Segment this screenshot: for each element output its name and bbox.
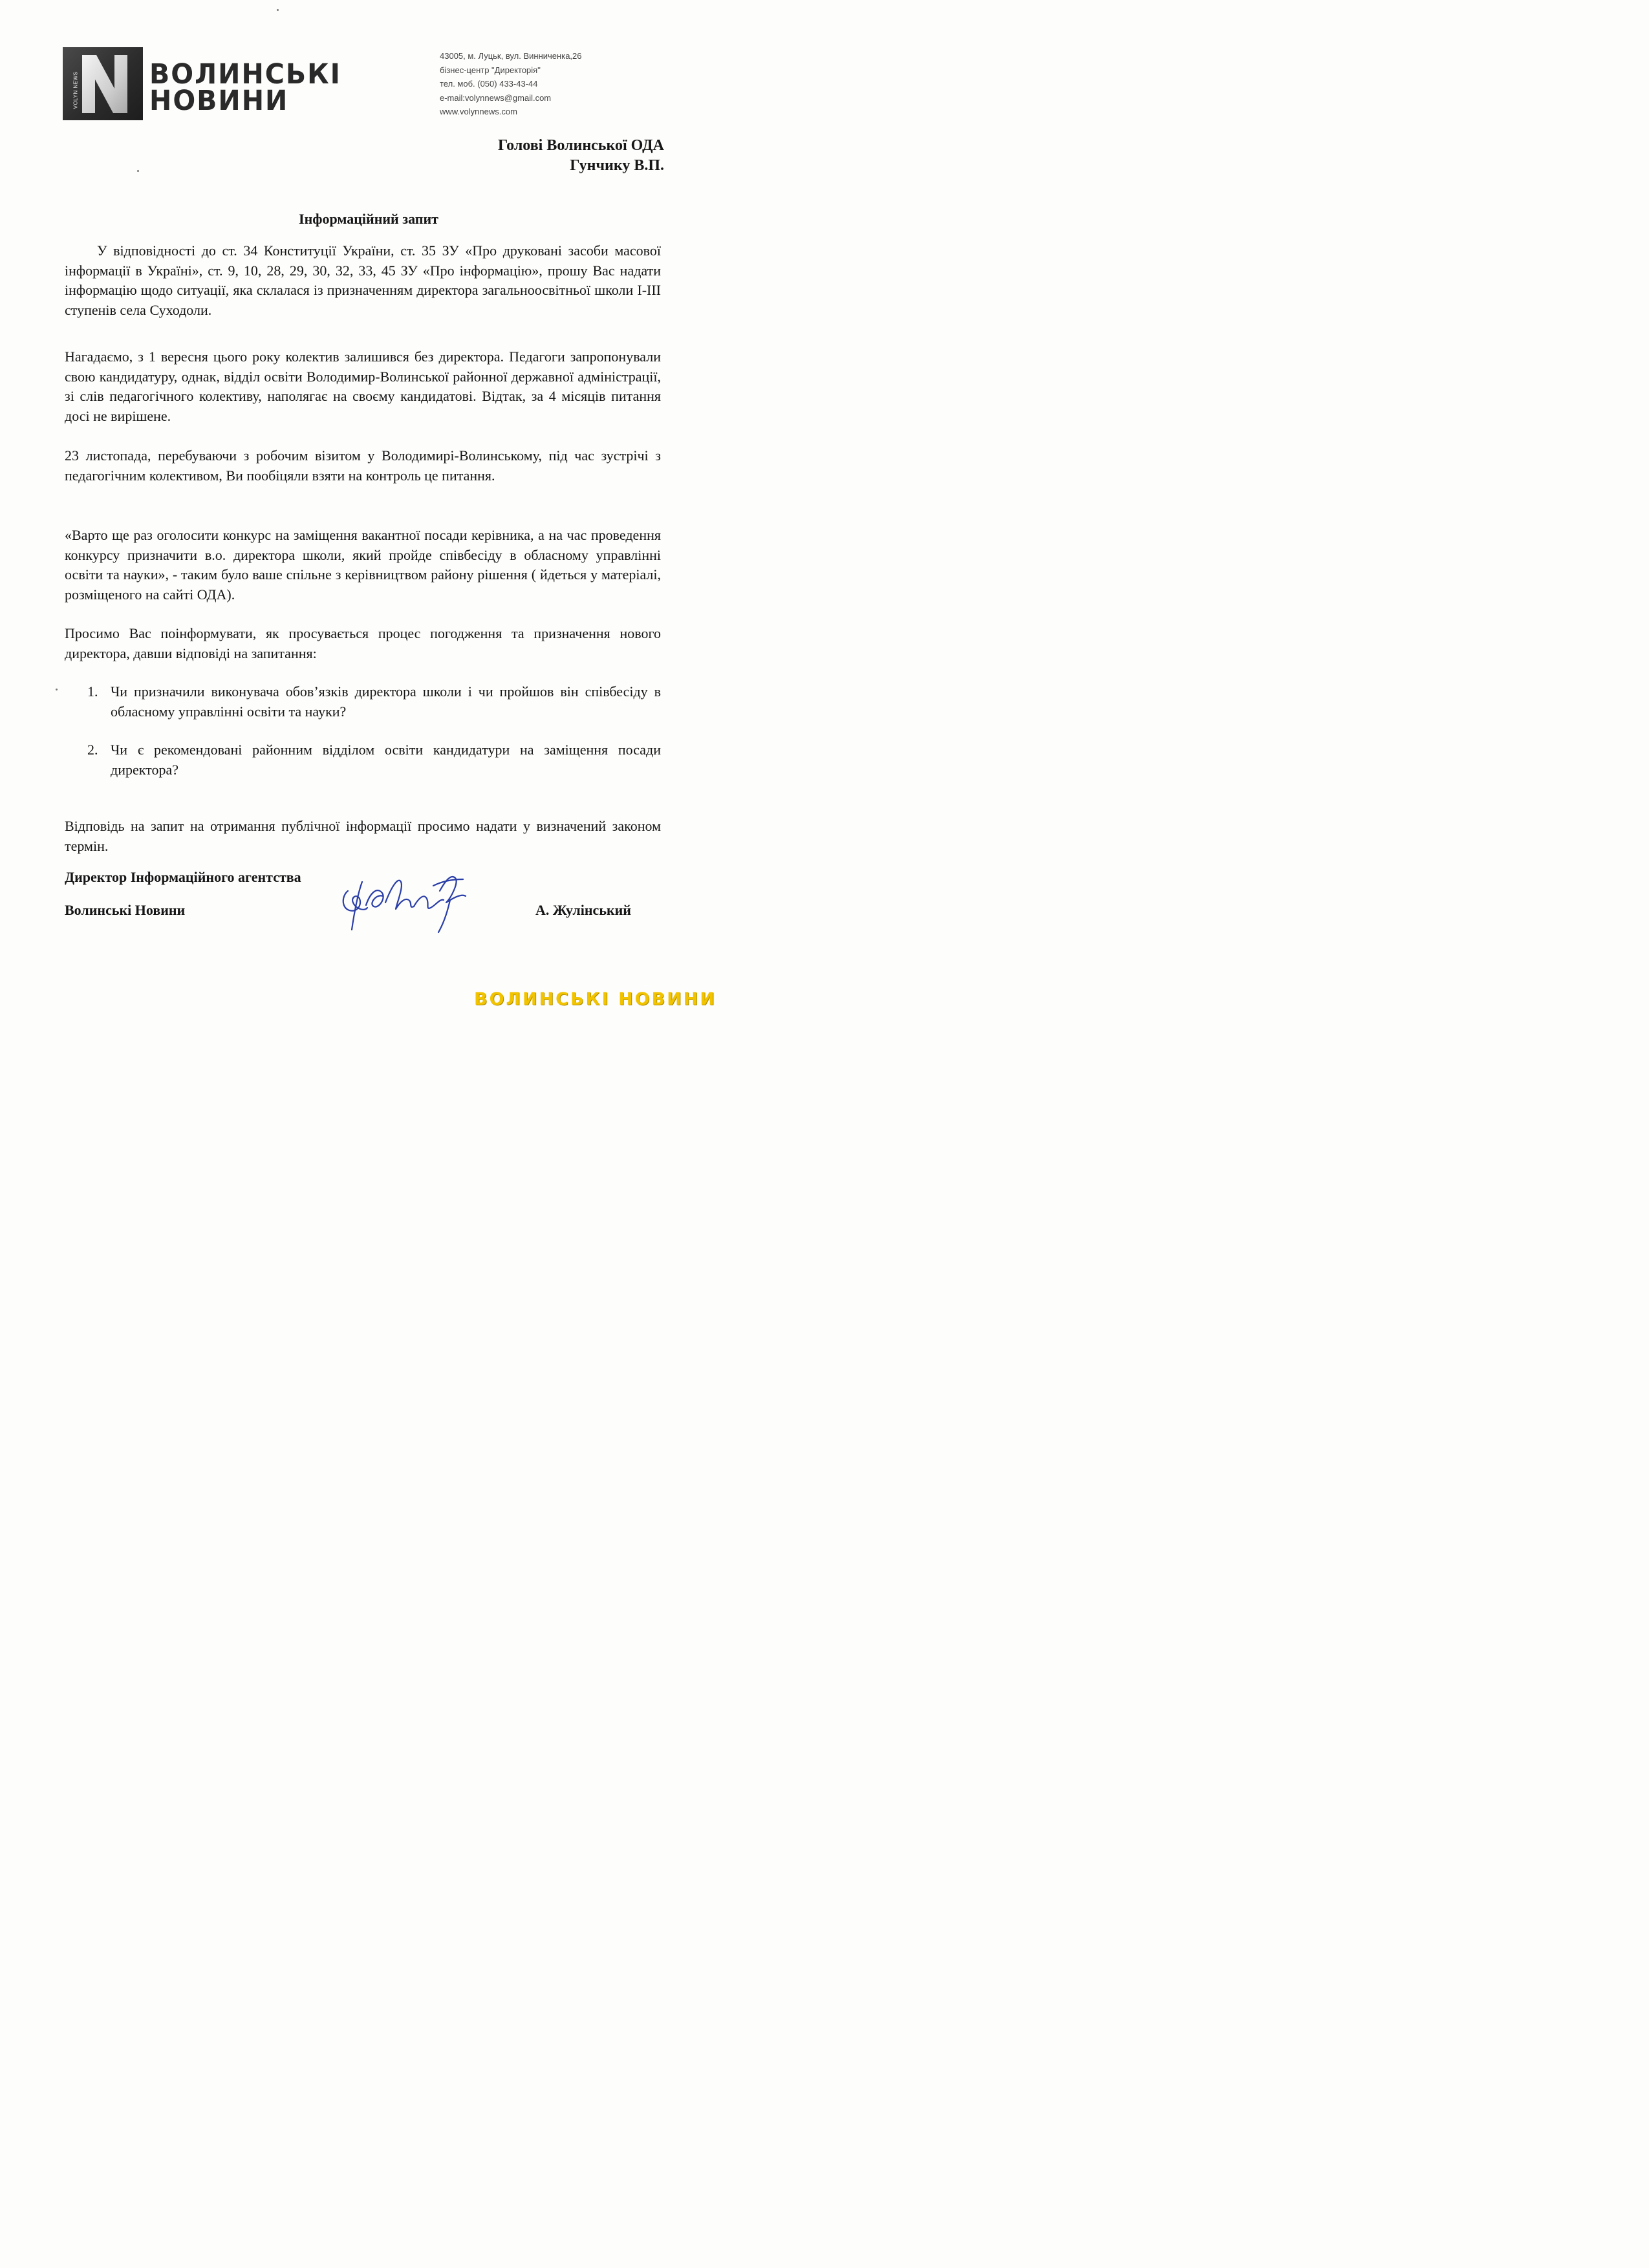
- question-list: [82, 682, 661, 780]
- scan-speck: [56, 689, 58, 690]
- contact-email: e-mail:volynnews@gmail.com: [440, 92, 552, 103]
- logo-vertical-text: VOLYN NEWS: [72, 71, 79, 109]
- contact-website: www.volynnews.com: [440, 107, 517, 117]
- addressee-line2: Гунчику В.П.: [570, 157, 664, 174]
- contact-business-center: бізнес-центр "Директорія": [440, 65, 541, 75]
- document-title: Інформаційний запит: [299, 211, 438, 227]
- list-item: [82, 740, 661, 780]
- signatory-role-line2: Волинські Новини: [65, 902, 186, 918]
- contact-address: 43005, м. Луцьк, вул. Винниченка,26: [440, 51, 582, 61]
- paragraph-request: Просимо Вас поінформувати, як просувається процес погодження та призначення нового директора, давши відповіді на запитання:: [65, 625, 661, 661]
- list-item: [82, 682, 661, 722]
- paragraph-legal-basis: У відповідності до ст. 34 Конституції України, ст. 35 ЗУ «Про друковані засоби масової інформації в Україні», ст. 9, 10, 28, 29, 30, 32, 33, 45 ЗУ «Про інформацію», прошу Вас надати інформацію щодо ситуації, яка склалася із призначенням директора загальноосвітньої школи І-ІІІ ступенів села Суходоли.: [65, 242, 661, 318]
- signatory-name: А. Жулінський: [535, 902, 631, 918]
- question-number: 2.: [87, 742, 98, 758]
- logo-mark: [63, 47, 143, 120]
- scan-speck: [137, 170, 139, 172]
- question-text: Чи є рекомендовані районним відділом освіти кандидатури на заміщення посади директора?: [111, 742, 661, 778]
- signatory-role-line1: Директор Інформаційного агентства: [65, 869, 301, 885]
- question-number: 1.: [87, 683, 98, 700]
- question-text: Чи призначили виконувача обов’язків директора школи і чи пройшов він співбесіду в обласному управлінні освіти та науки?: [111, 683, 661, 720]
- letterhead-contacts: [440, 49, 582, 119]
- scan-speck: [277, 9, 279, 11]
- paragraph-visit: 23 листопада, перебуваючи з робочим візитом у Володимирі-Волинському, під час зустрічі з педагогічним колективом, Ви пообіцяли взяти на контроль це питання.: [65, 447, 661, 484]
- paragraph-quote: «Варто ще раз оголосити конкурс на заміщення вакантної посади керівника, а на час проведення конкурсу призначити в.о. директора школи, який пройде співбесіду в обласному управлінні освіти та науки», - таким було ваше спільне з керівництвом району рішення ( йдеться у матеріалі, розміщеного на сайті ОДА).: [65, 527, 661, 603]
- logo-wordmark-line2: НОВИНИ: [149, 83, 289, 117]
- handwritten-signature: [336, 860, 491, 937]
- addressee-line1: Голові Волинської ОДА: [498, 137, 664, 154]
- paragraph-background: Нагадаємо, з 1 вересня цього року колектив залишився без директора. Педагоги запропонували свою кандидатуру, однак, відділ освіти Володимир-Волинської районної державної адміністрації, зі слів педагогічного колективу, наполягає на своєму кандидатові. Відтак, за 4 місяців питання досі не вирішене.: [65, 348, 661, 424]
- addressee-block: [498, 136, 664, 176]
- watermark: ВОЛИНСЬКІ НОВИНИ: [474, 989, 717, 1009]
- contact-phone: тел. моб. (050) 433-43-44: [440, 79, 538, 89]
- logo-wordmark-line1: ВОЛИНСЬКІ: [149, 57, 341, 91]
- paragraph-closing: Відповідь на запит на отримання публічної інформації просимо надати у визначений законом термін.: [65, 818, 661, 854]
